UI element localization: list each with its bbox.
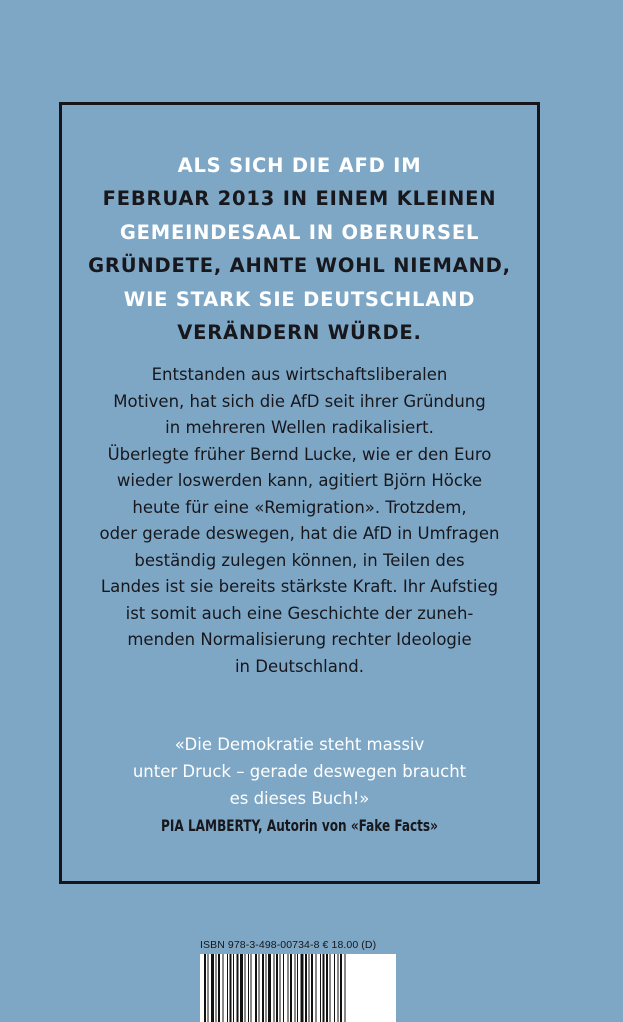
- text-frame: [59, 102, 540, 884]
- barcode-bar: [326, 954, 328, 1022]
- barcode-bar: [274, 954, 275, 1022]
- blurb-line: wieder loswerden kann, agitiert Björn Höcke: [116, 471, 483, 490]
- barcode-bar: [295, 954, 296, 1022]
- barcode-bar: [262, 954, 264, 1022]
- headline-line: ALS SICH DIE AFD IM: [177, 154, 422, 177]
- blurb-line: in Deutschland.: [234, 656, 365, 676]
- barcode-bar: [320, 954, 321, 1022]
- quote-attribution: PIA LAMBERTY, Autorin von «Fake Facts»: [161, 816, 438, 835]
- barcode-bar: [208, 954, 209, 1022]
- barcode-bar: [311, 954, 313, 1022]
- blurb-paragraph: [62, 362, 537, 680]
- headline-line: FEBRUAR 2013 IN EINEM KLEINEN: [102, 187, 497, 211]
- headline: [62, 149, 537, 349]
- barcode-bar: [330, 954, 331, 1022]
- quote-line: unter Druck – gerade deswegen braucht: [132, 762, 467, 781]
- barcode-bar: [211, 954, 214, 1022]
- headline-line: GRÜNDETE, AHNTE WOHL NIEMAND,: [88, 254, 511, 278]
- barcode-bar: [218, 954, 220, 1022]
- barcode-bar: [255, 954, 257, 1022]
- blurb-line: heute für eine «Remigration». Trotzdem,: [132, 497, 467, 517]
- barcode-block: [200, 938, 396, 1022]
- barcode-bar: [290, 954, 292, 1022]
- blurb-line: Überlegte früher Bernd Lucke, wie er den Euro: [107, 444, 492, 464]
- blurb-line: ist somit auch eine Geschichte der zuneh-: [125, 603, 474, 623]
- blurb-line: Motiven, hat sich die AfD seit ihrer Gründung: [113, 391, 486, 411]
- barcode-bar: [345, 954, 346, 1022]
- barcode-bar: [323, 954, 325, 1022]
- blurb-line: beständig zulegen können, in Teilen des: [134, 550, 465, 570]
- barcode-bar: [237, 954, 239, 1022]
- barcode-bar: [338, 954, 339, 1022]
- blurb-line: Entstanden aus wirtschaftsliberalen: [151, 365, 448, 384]
- barcode-bar: [283, 954, 284, 1022]
- barcode-bar: [297, 954, 298, 1022]
- barcode-bar: [259, 954, 260, 1022]
- barcode-bar: [301, 954, 304, 1022]
- barcode-bar: [230, 954, 232, 1022]
- headline-line: WIE STARK SIE DEUTSCHLAND: [123, 287, 476, 311]
- barcode-bar: [268, 954, 271, 1022]
- isbn-price-label: ISBN 978-3-498-00734-8 € 18.00 (D): [200, 939, 377, 951]
- headline-line: GEMEINDESAAL IN OBERURSEL: [119, 220, 480, 244]
- barcode-bar: [245, 954, 246, 1022]
- blurb-line: in mehreren Wellen radikalisiert.: [165, 418, 434, 437]
- barcode-bar: [280, 954, 281, 1022]
- blurb-line: oder gerade deswegen, hat die AfD in Umfragen: [99, 524, 500, 543]
- headline-line: VERÄNDERN WÜRDE.: [177, 321, 422, 345]
- barcode-bar: [334, 954, 335, 1022]
- barcode-bar: [288, 954, 289, 1022]
- barcode-bar: [227, 954, 228, 1022]
- barcode-bar: [216, 954, 217, 1022]
- barcode-bar: [340, 954, 342, 1022]
- barcode-bar: [248, 954, 249, 1022]
- endorsement-quote: [62, 731, 537, 839]
- barcode-image: [200, 954, 396, 1022]
- quote-line: es dieses Buch!»: [229, 789, 370, 808]
- barcode-bar: [233, 954, 234, 1022]
- barcode-bar: [305, 954, 307, 1022]
- barcode-bar: [223, 954, 224, 1022]
- barcode-bar: [204, 954, 206, 1022]
- barcode-bar: [251, 954, 252, 1022]
- barcode-bar: [266, 954, 267, 1022]
- blurb-line: menden Normalisierung rechter Ideologie: [127, 630, 472, 649]
- quote-line: «Die Demokratie steht massiv: [174, 735, 425, 754]
- barcode-bar: [240, 954, 243, 1022]
- barcode-bar: [309, 954, 310, 1022]
- blurb-line: Landes ist sie bereits stärkste Kraft. Ihr Aufstieg: [100, 577, 499, 596]
- barcode-bar: [316, 954, 317, 1022]
- barcode-bar: [276, 954, 278, 1022]
